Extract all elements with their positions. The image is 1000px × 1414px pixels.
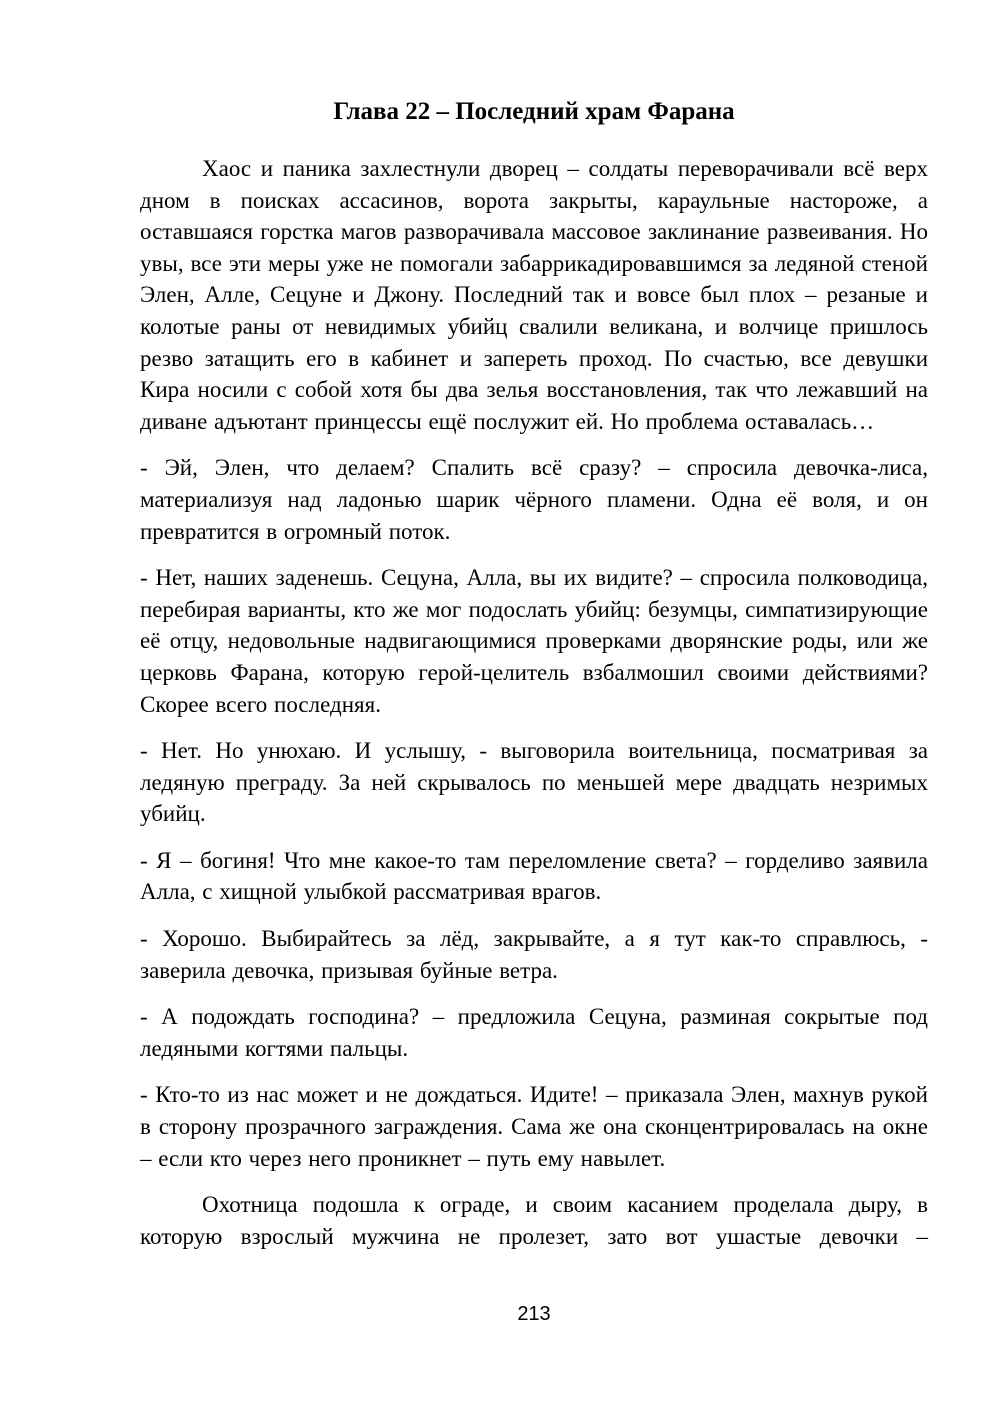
paragraph: - Я – богиня! Что мне какое-то там переломление света? – горделиво заявила Алла, с хищной улыбкой рассматривая врагов.: [140, 847, 928, 905]
paragraph: Охотница подошла к ограде, и своим касанием проделала дыру, в которую взрослый мужчина не пролезет, зато вот ушастые девочки –: [140, 1192, 928, 1249]
paragraph: - Кто-то из нас может и не дождаться. Идите! – приказала Элен, махнув рукой в сторону прозрачного заграждения. Сама же она сконцентрировалась на окне – если кто через него проникнет – путь ему навылет.: [140, 1082, 928, 1171]
paragraph: - Нет, наших заденешь. Сецуна, Алла, вы их видите? – спросила полководица, перебирая варианты, кто же мог подослать убийц: безумцы, симпатизирующие её отцу, недовольные надвигающимися проверками дворянские роды, или же церковь Фарана, которую герой-целитель взбалмошил своими действиями? Скорее всего последняя.: [140, 565, 928, 717]
paragraph: - Нет. Но унюхаю. И услышу, - выговорила воительница, посматривая за ледяную преграду. За ней скрывалось по меньшей мере двадцать незримых убийц.: [140, 738, 928, 827]
paragraph: Хаос и паника захлестнули дворец – солдаты переворачивали всё верх дном в поисках ассасинов, ворота закрыты, караульные настороже, а оставшаяся горстка магов разворачивала массовое заклинание развеивания. Но увы, все эти меры уже не помогали забаррикадировавшимся за ледяной стеной Элен, Алле, Сецуне и Джону. Последний так и вовсе был плох – резаные и колотые раны от невидимых убийц свалили великана, и волчице пришлось резво затащить его в кабинет и запереть проход. По счастью, все девушки Кира носили с собой хотя бы два зелья восстановления, так что лежавший на диване адъютант принцессы ещё послужит ей. Но проблема оставалась…: [140, 156, 928, 434]
chapter-title: Глава 22 – Последний храм Фарана: [333, 98, 735, 125]
paragraphs: [140, 153, 928, 1252]
text-column: [140, 97, 928, 1267]
paragraph: - Хорошо. Выбирайтесь за лёд, закрывайте, а я тут как-то справлюсь, - заверила девочка, призывая буйные ветра.: [140, 926, 928, 983]
paragraph: - А подождать господина? – предложила Сецуна, разминая сокрытые под ледяными когтями пальцы.: [140, 1004, 928, 1061]
paragraph: - Эй, Элен, что делаем? Спалить всё сразу? – спросила девочка-лиса, материализуя над ладонью шарик чёрного пламени. Одна её воля, и он превратится в огромный поток.: [140, 455, 928, 544]
page-number: 213: [517, 1303, 551, 1325]
